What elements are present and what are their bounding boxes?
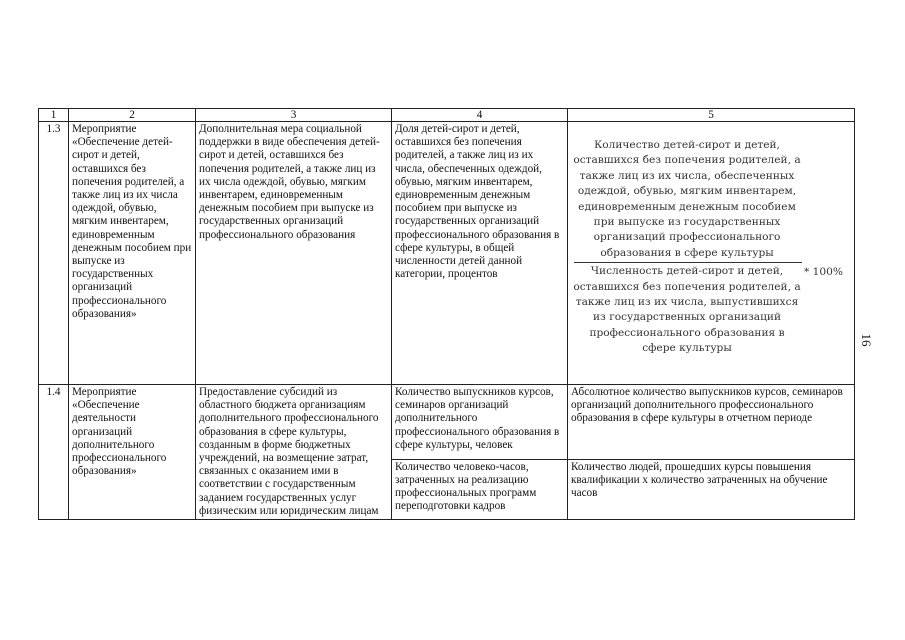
indicator-cell: Доля детей-сирот и детей, оставшихся без попечения родителей, а также лиц из их числа, обеспеченных одеждой, обувью, мягким инвентарем, единовременным денежным пособием при выпуске из государственных организаций профессионального образования в сфере культуры, в общей численности детей данной категории, процентов [392, 122, 568, 385]
indicator-cell: Количество выпускников курсов, семинаров организаций дополнительного профессионального образования в сфере культуры, человек [392, 385, 568, 460]
formula-cell: Абсолютное количество выпускников курсов, семинаров организаций дополнительного профессионального образования в сфере культуры в отчетном периоде [568, 385, 855, 460]
indicators-table [38, 108, 855, 520]
description-cell: Дополнительная мера социальной поддержки в виде обеспечения детей-сирот и детей, оставшихся без попечения родителей, а также лиц из их числа одеждой, обувью, мягким инвентарем, единовременным денежным пособием при выпуске из государственных организаций профессионального образования [196, 122, 392, 385]
indicator-cell: Количество человеко-часов, затраченных на реализацию профессиональных программ переподготовки кадров [392, 459, 568, 519]
formula-cell: Количество людей, прошедших курсы повышения квалификации х количество затраченных на обучение часов [568, 459, 855, 519]
description-cell: Предоставление субсидий из областного бюджета организациям дополнительного профессионального образования в сфере культуры, созданным в форме бюджетных учреждений, на возмещение затрат, связанных с оказанием ими в соответствии с государственным заданием государственных услуг физическим или юридическим лицам [196, 385, 392, 520]
page-number: 16 [859, 333, 874, 347]
table-row [39, 122, 855, 385]
table-row [39, 385, 855, 460]
event-cell: Мероприятие «Обеспечение деятельности организаций дополнительного профессионального образования» [69, 385, 196, 520]
header-row [39, 109, 855, 122]
formula-multiplier: * 100% [804, 266, 843, 278]
formula-denominator: Численность детей-сирот и детей, оставшихся без попечения родителей, а также лиц из их числа, выпустившихся из государственных организаций профессионального образования в сфере культуры [573, 265, 801, 355]
formula-numerator: Количество детей-сирот и детей, оставшихся без попечения родителей, а также лиц из их числа, обеспеченных одеждой, обувью, мягким инвентарем, единовременным денежным пособием при выпуске из государственных организаций профессионального образования в сфере культуры [573, 139, 801, 259]
row-number: 1.4 [39, 385, 69, 520]
header-cell: 2 [69, 109, 196, 122]
row-number: 1.3 [39, 122, 69, 385]
formula-cell [568, 122, 855, 385]
event-cell: Мероприятие «Обеспечение детей-сирот и детей, оставшихся без попечения родителей, а также лиц из их числа одеждой, обувью, мягким инвентарем, единовременным денежным пособием при выпуске из государственных организаций профессионального образования» [69, 122, 196, 385]
header-cell: 4 [392, 109, 568, 122]
fraction-bar [574, 262, 802, 263]
header-cell: 1 [39, 109, 69, 122]
formula-fraction [572, 138, 802, 357]
header-cell: 3 [196, 109, 392, 122]
header-cell: 5 [568, 109, 855, 122]
